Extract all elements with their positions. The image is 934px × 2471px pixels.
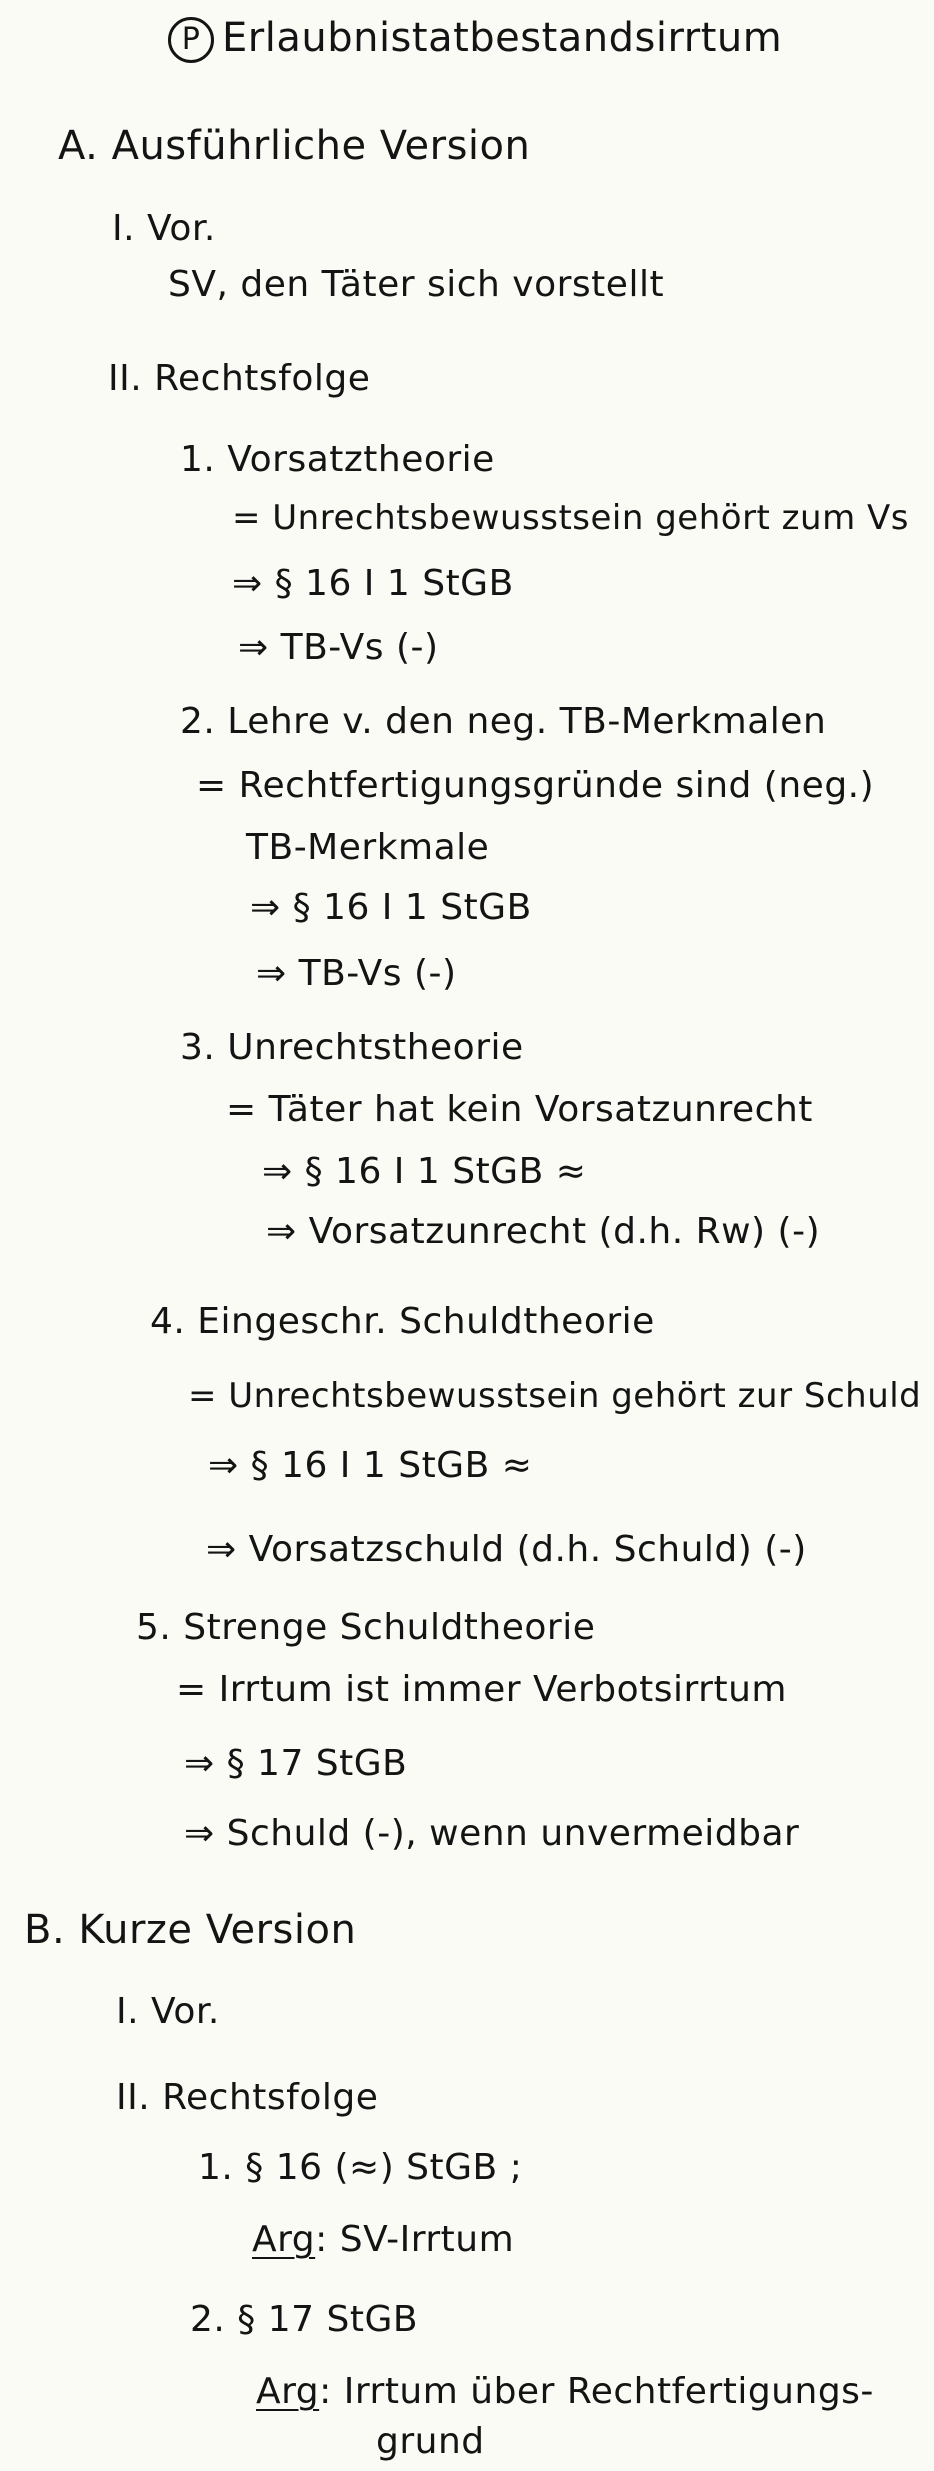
theory-3-line-3: ⇒ Vorsatzunrecht (d.h. Rw) (-) xyxy=(266,1211,821,1252)
page-title xyxy=(168,14,782,63)
b-item-2-arg-label: Arg xyxy=(256,2371,320,2412)
theory-1-line-3: ⇒ TB-Vs (-) xyxy=(238,627,439,668)
b-item-1-arg-label: Arg xyxy=(252,2219,316,2260)
section-b-heading: B. Kurze Version xyxy=(24,1907,357,1953)
theory-1-line-2: ⇒ § 16 I 1 StGB xyxy=(232,563,514,604)
theory-3-title: 3. Unrechtstheorie xyxy=(180,1027,524,1068)
section-a-heading: A. Ausführliche Version xyxy=(58,123,531,169)
title-text: Erlaubnistatbestandsirrtum xyxy=(222,15,783,61)
theory-3-line-2: ⇒ § 16 I 1 StGB ≈ xyxy=(262,1151,587,1192)
theory-5-line-3: ⇒ Schuld (-), wenn unvermeidbar xyxy=(184,1813,800,1854)
title-marker: P xyxy=(168,17,214,63)
theory-2-title: 2. Lehre v. den neg. TB-Merkmalen xyxy=(180,701,827,742)
theory-4-line-3: ⇒ Vorsatzschuld (d.h. Schuld) (-) xyxy=(206,1529,807,1570)
a-rechtsfolge-heading: II. Rechtsfolge xyxy=(108,358,371,399)
a-vor-heading: I. Vor. xyxy=(112,208,216,249)
b-item-2-title: 2. § 17 StGB xyxy=(190,2299,419,2340)
theory-5-title: 5. Strenge Schuldtheorie xyxy=(136,1607,596,1648)
theory-2-line-1: = Rechtfertigungsgründe sind (neg.) xyxy=(196,765,875,806)
b-item-2-arg-text: : Irrtum über Rechtfertigungs- xyxy=(319,2371,874,2412)
b-item-1-arg-text: : SV-Irrtum xyxy=(315,2219,515,2260)
theory-5-line-2: ⇒ § 17 StGB xyxy=(184,1743,408,1784)
b-rechtsfolge-heading: II. Rechtsfolge xyxy=(116,2077,379,2118)
theory-2-line-4: ⇒ TB-Vs (-) xyxy=(256,953,457,994)
b-vor-heading: I. Vor. xyxy=(116,1991,220,2032)
theory-3-line-1: = Täter hat kein Vorsatzunrecht xyxy=(226,1089,813,1130)
theory-4-title: 4. Eingeschr. Schuldtheorie xyxy=(150,1301,655,1342)
theory-4-line-2: ⇒ § 16 I 1 StGB ≈ xyxy=(208,1445,533,1486)
theory-1-line-1: = Unrechtsbewusstsein gehört zum Vs xyxy=(232,498,909,538)
a-vor-text: SV, den Täter sich vorstellt xyxy=(168,264,665,305)
theory-1-title: 1. Vorsatztheorie xyxy=(180,439,495,480)
theory-2-line-2: TB-Merkmale xyxy=(246,827,490,868)
theory-2-line-3: ⇒ § 16 I 1 StGB xyxy=(250,887,532,928)
theory-4-line-1: = Unrechtsbewusstsein gehört zur Schuld xyxy=(188,1376,922,1416)
b-item-1-title: 1. § 16 (≈) StGB ; xyxy=(198,2147,523,2188)
b-item-1-arg xyxy=(252,2216,514,2264)
b-item-2-arg-cont: grund xyxy=(376,2421,485,2462)
theory-5-line-1: = Irrtum ist immer Verbotsirrtum xyxy=(176,1669,787,1710)
b-item-2-arg xyxy=(256,2368,874,2416)
